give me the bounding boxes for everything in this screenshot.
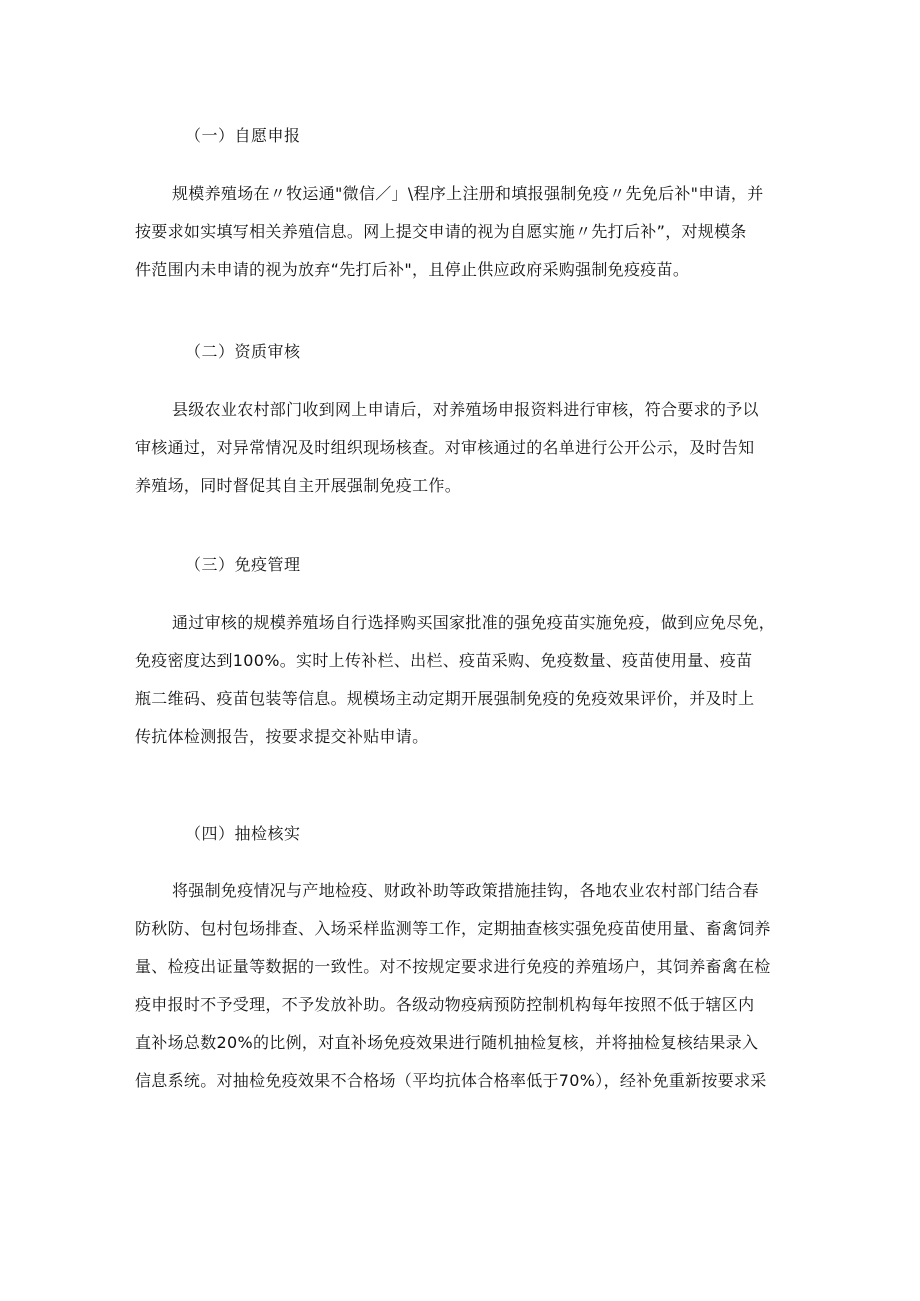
section-4-line-5: 直补场总数20%的比例，对直补场免疫效果进行随机抽检复核，并将抽检复核结果录入	[135, 1033, 759, 1052]
section-3-line-4: 传抗体检测报告，按要求提交补贴申请。	[135, 727, 429, 746]
section-2-heading: （二）资质审核	[185, 342, 301, 361]
section-4-heading: （四）抽检核实	[185, 824, 301, 843]
section-2-line-1: 县级农业农村部门收到网上申请后，对养殖场申报资料进行审核，符合要求的予以	[172, 400, 759, 419]
section-1-paragraph	[135, 175, 782, 289]
section-1-line-2: 按要求如实填写相关养殖信息。网上提交申请的视为自愿实施〃先打后补”，对规模条	[135, 222, 747, 241]
section-4-line-2: 防秋防、包村包场排查、入场采样监测等工作，定期抽查核实强免疫苗使用量、畜禽饲养	[135, 919, 771, 938]
section-4-line-3: 量、检疫出证量等数据的一致性。对不按规定要求进行免疫的养殖场户，其饲养畜禽在检	[135, 957, 771, 976]
section-3-paragraph	[135, 604, 782, 756]
section-4-paragraph	[135, 872, 782, 1100]
section-3-line-2: 免疫密度达到100%。实时上传补栏、出栏、疫苗采购、免疫数量、疫苗使用量、疫苗	[135, 651, 753, 670]
section-1-heading: （一）自愿申报	[185, 126, 301, 145]
section-3-line-1: 通过审核的规模养殖场自行选择购买国家批准的强免疫苗实施免疫，做到应免尽免，	[172, 613, 776, 632]
section-4-line-4: 疫申报时不予受理，不予发放补助。各级动物疫病预防控制机构每年按照不低于辖区内	[135, 995, 755, 1014]
section-3-heading: （三）免疫管理	[185, 555, 301, 574]
section-1-line-3: 件范围内未申请的视为放弃“先打后补"，且停止供应政府采购强制免疫疫苗。	[135, 260, 690, 279]
section-2-paragraph	[135, 391, 782, 505]
section-3-line-3: 瓶二维码、疫苗包装等信息。规模场主动定期开展强制免疫的免疫效果评价，并及时上	[135, 689, 755, 708]
section-2-line-3: 养殖场，同时督促其自主开展强制免疫工作。	[135, 476, 462, 495]
section-4-line-1: 将强制免疫情况与产地检疫、财政补助等政策措施挂钩，各地农业农村部门结合春	[172, 881, 759, 900]
section-2-line-2: 审核通过，对异常情况及时组织现场核查。对审核通过的名单进行公开公示，及时告知	[135, 438, 755, 457]
section-4-line-6: 信息系统。对抽检免疫效果不合格场（平均抗体合格率低于70%），经补免重新按要求采	[135, 1071, 767, 1090]
section-1-line-1: 规模养殖场在〃牧运通"微信／」\程序上注册和填报强制免疫〃先免后补"申请，并	[172, 184, 764, 203]
